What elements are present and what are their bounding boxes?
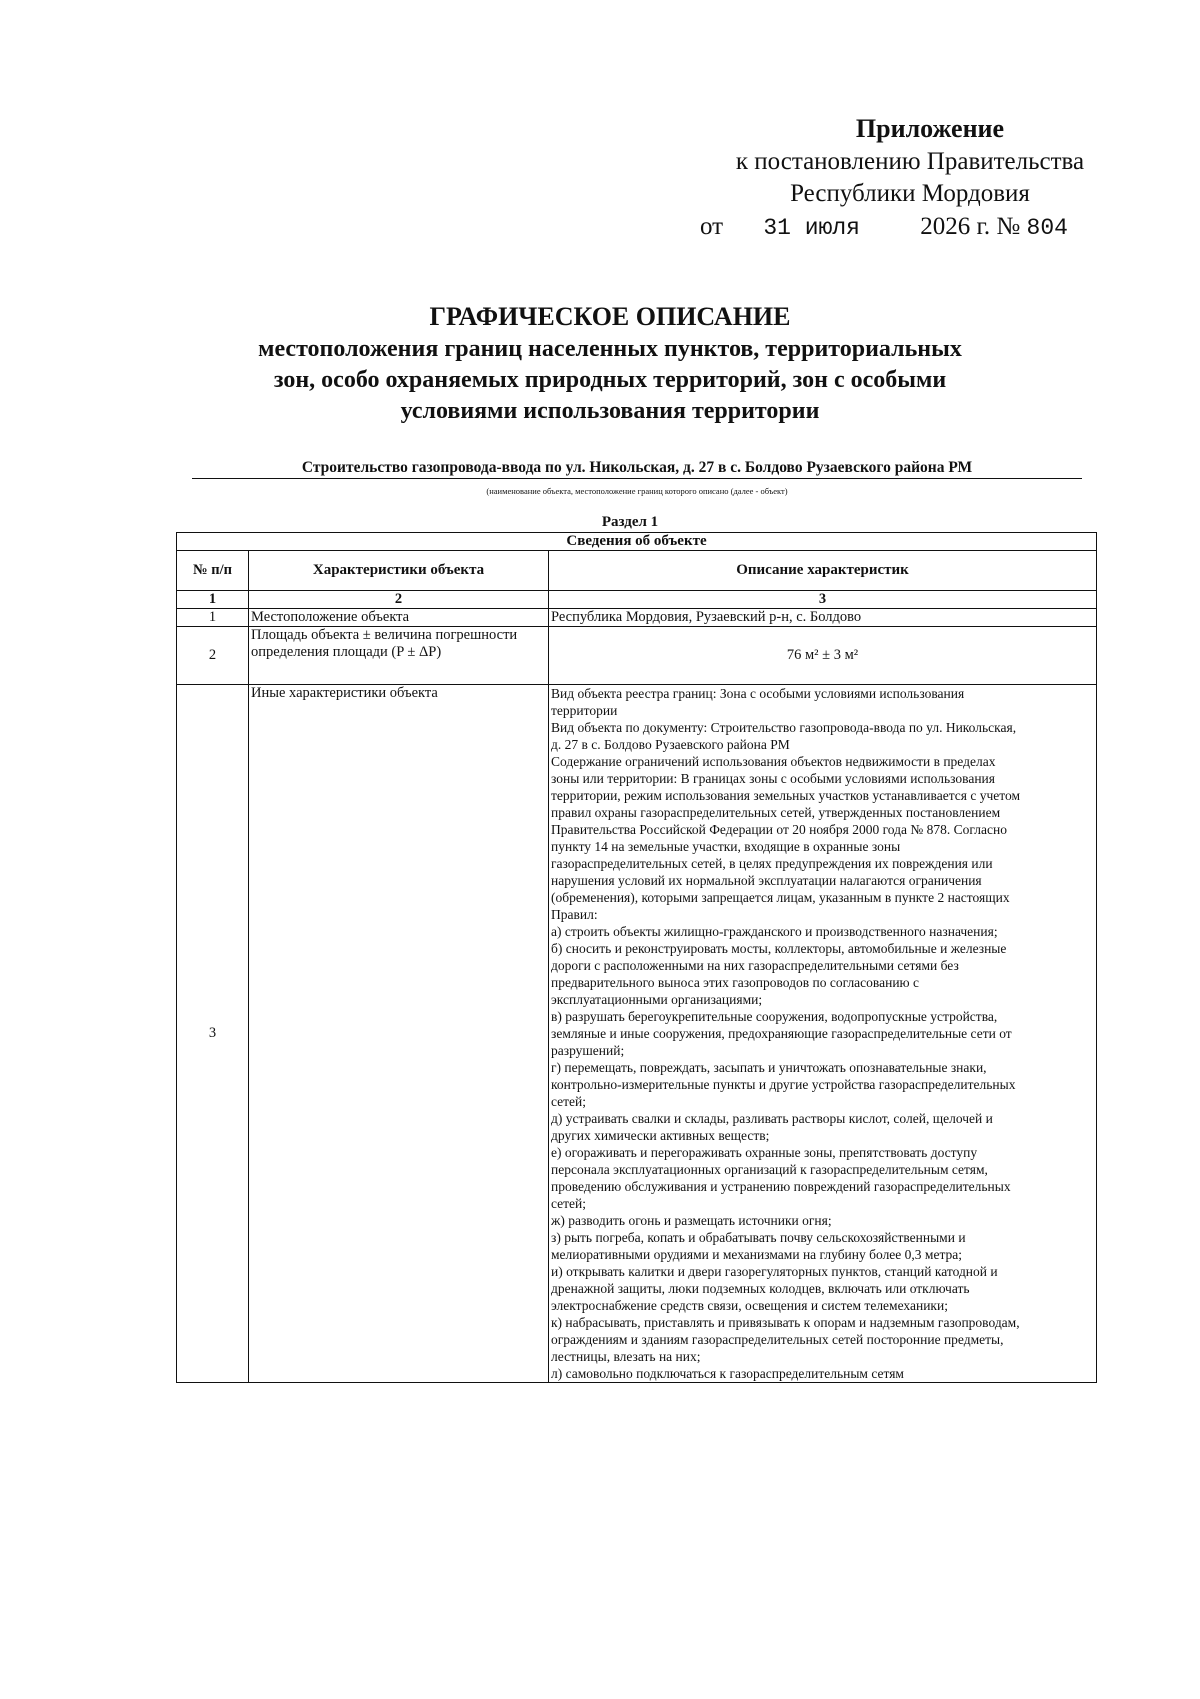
row-number: 3 xyxy=(177,685,249,1383)
object-note: (наименование объекта, местоположение границ которого описано (далее - объект) xyxy=(486,486,788,496)
description-line: сетей; xyxy=(551,1094,587,1109)
description-line: правил охраны газораспределительных сетей, утвержденных постановлением xyxy=(551,805,1001,820)
description-line: разрушений; xyxy=(551,1043,625,1058)
table-row xyxy=(177,627,1097,685)
description-line: Правительства Российской Федерации от 20 ноября 2000 года № 878. Согласно xyxy=(551,822,1007,837)
resolution-date xyxy=(700,210,1120,245)
col-number-2: 2 xyxy=(249,591,549,609)
description-line: земляные и иные сооружения, предохраняющие газораспределительные сети от xyxy=(551,1026,1012,1041)
table-column-numbers-row xyxy=(177,591,1097,609)
description-line: нарушения условий их нормальной эксплуатации налагаются ограничения xyxy=(551,873,982,888)
description-line: б) сносить и реконструировать мосты, коллекторы, автомобильные и железные xyxy=(551,941,1007,956)
description-line: Вид объекта реестра границ: Зона с особыми условиями использования xyxy=(551,686,965,701)
object-name: Строительство газопровода-ввода по ул. Никольская, д. 27 в с. Болдово Рузаевского района РМ xyxy=(192,459,1082,479)
description-line: других химически активных веществ; xyxy=(551,1128,770,1143)
description-line: в) разрушать берегоукрепительные сооружения, водопропускные устройства, xyxy=(551,1009,998,1024)
appendix-title: Приложение xyxy=(855,114,1005,143)
description-line: территории, режим использования земельных участков устанавливается с учетом xyxy=(551,788,1020,803)
description-line: ограждениям и зданиям газораспределительных сетей посторонние предметы, xyxy=(551,1332,1004,1347)
description-line: г) перемещать, повреждать, засыпать и уничтожать опознавательные знаки, xyxy=(551,1060,987,1075)
table-header-row xyxy=(177,551,1097,591)
description-line: (обременения), которыми запрещается лицам, указанным в пункте 2 настоящих xyxy=(551,890,1010,905)
description-line: а) строить объекты жилищно-гражданского и производственного назначения; xyxy=(551,924,998,939)
title-sub-1: местоположения границ населенных пунктов, территориальных xyxy=(258,336,962,362)
description-line: зоны или территории: В границах зоны с особыми условиями использования xyxy=(551,771,995,786)
header-description: Описание характеристик xyxy=(549,551,1097,591)
description-line: ж) разводить огонь и размещать источники огня; xyxy=(551,1213,832,1228)
description-line: мелиоративными орудиями и механизмами на глубину более 0,3 метра; xyxy=(551,1247,963,1262)
date-year: 2026 г. № xyxy=(920,213,1021,240)
description-line: проведению обслуживания и устранению повреждений газораспределительных xyxy=(551,1179,1011,1194)
description-line: газораспределительных сетей, в целях предупреждения их повреждения или xyxy=(551,856,993,871)
row-number: 2 xyxy=(177,627,249,685)
description-line: лестницы, влезать на них; xyxy=(551,1349,701,1364)
row-number: 1 xyxy=(177,609,249,627)
date-day: 31 июля xyxy=(763,215,860,241)
header-characteristics: Характеристики объекта xyxy=(249,551,549,591)
row-value: 76 м² ± 3 м² xyxy=(549,627,1097,685)
description-line: сетей; xyxy=(551,1196,587,1211)
row-name: Площадь объекта ± величина погрешности определения площади (P ± ΔP) xyxy=(249,627,549,685)
title-sub-2: зон, особо охраняемых природных территорий, зон с особыми xyxy=(273,367,947,393)
row-value-description xyxy=(549,685,1097,1383)
description-line: Содержание ограничений использования объектов недвижимости в пределах xyxy=(551,754,996,769)
description-line: д. 27 в с. Болдово Рузаевского района РМ xyxy=(551,737,790,752)
table-row xyxy=(177,609,1097,627)
row-name: Местоположение объекта xyxy=(249,609,549,627)
section-title: Раздел 1 xyxy=(601,514,659,530)
date-prefix: от xyxy=(700,213,724,240)
document-title xyxy=(180,300,1040,427)
table-caption: Сведения об объекте xyxy=(177,533,1097,551)
table-row xyxy=(177,685,1097,1383)
row-value: Республика Мордовия, Рузаевский р-н, с. Болдово xyxy=(549,609,1097,627)
description-line: пункту 14 на земельные участки, входящие в охранные зоны xyxy=(551,839,901,854)
header-number: № п/п xyxy=(177,551,249,591)
document-header xyxy=(700,112,1120,245)
table-caption-row xyxy=(177,533,1097,551)
object-info-table xyxy=(176,532,1097,1383)
col-number-3: 3 xyxy=(549,591,1097,609)
description-line: контрольно-измерительные пункты и другие устройства газораспределительных xyxy=(551,1077,1016,1092)
description-line: д) устраивать свалки и склады, разливать растворы кислот, солей, щелочей и xyxy=(551,1111,993,1126)
description-line: территории xyxy=(551,703,618,718)
description-line: предварительного выноса этих газопроводов по согласованию с xyxy=(551,975,920,990)
description-line: дороги с расположенными на них газораспределительными сетями без xyxy=(551,958,959,973)
description-line: и) открывать калитки и двери газорегуляторных пунктов, станций катодной и xyxy=(551,1264,998,1279)
description-line: е) огораживать и перегораживать охранные зоны, препятствовать доступу xyxy=(551,1145,978,1160)
description-line: Вид объекта по документу: Строительство газопровода-ввода по ул. Никольская, xyxy=(551,720,1017,735)
col-number-1: 1 xyxy=(177,591,249,609)
appendix-line-2: Республики Мордовия xyxy=(790,180,1030,207)
description-line: дренажной защиты, люки подземных колодцев, включать или отключать xyxy=(551,1281,970,1296)
description-line: з) рыть погреба, копать и обрабатывать почву сельскохозяйственными и xyxy=(551,1230,966,1245)
title-sub-3: условиями использования территории xyxy=(400,398,820,424)
description-line: Правил: xyxy=(551,907,598,922)
description-line: эксплуатационными организациями; xyxy=(551,992,763,1007)
resolution-number: 804 xyxy=(1026,215,1068,241)
description-line: л) самовольно подключаться к газораспределительным сетям xyxy=(551,1366,904,1381)
description-line: персонала эксплуатационных организаций к газораспределительным сетям, xyxy=(551,1162,988,1177)
description-line: к) набрасывать, приставлять и привязывать к опорам и надземным газопроводам, xyxy=(551,1315,1020,1330)
row-name: Иные характеристики объекта xyxy=(249,685,549,1383)
title-main: ГРАФИЧЕСКОЕ ОПИСАНИЕ xyxy=(429,302,791,331)
appendix-line-1: к постановлению Правительства xyxy=(735,148,1085,175)
description-line: электроснабжение средств связи, освещения и систем телемеханики; xyxy=(551,1298,948,1313)
